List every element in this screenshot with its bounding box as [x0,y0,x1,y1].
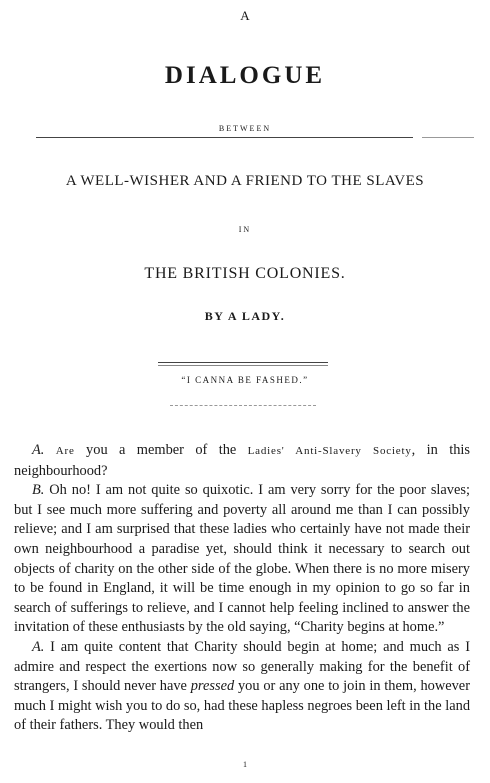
byline: BY A LADY. [204,309,286,323]
page-number: 1 [243,760,247,769]
paragraph-text: , in this neighbourhood? [14,442,470,479]
paragraph-2 [14,481,470,638]
paragraph-text: Oh no! I am not quite so quixotic. I am very sorry for the poor slaves; but I see much more suffering and poverty all around me than I can possibly relieve; and I am surprised that these ladies who certainly have not made their own neighbourhood a paradise yet, should think it necessary to search out objects of charity on the other side of the globe. When there is no more misery to be found in England, it will be time enough in my opinion to go so far in search of sufferings to relieve, and I cannot help feeling inclined to answer the invitation of these enthusiasts by the old saying, “Charity begins at home.” [14,482,470,636]
subtitle-line-2: THE BRITISH COLONIES. [144,265,346,282]
title-rule [36,137,413,138]
paragraph-3 [14,638,470,736]
opening-word: Are [55,445,75,457]
motto-rule-top-inner [158,365,328,366]
paragraph-text: you or any one to join in them, however much I might wish you to do so, had these hapless negroes been left in the land of their fathers. They would then [14,678,471,734]
heading-article: A [240,8,250,23]
between-word: BETWEEN [218,124,272,133]
in-word: IN [238,225,252,234]
society-name: Ladies' Anti-Slavery Society [247,445,412,457]
page-title: DIALOGUE [164,62,326,89]
speaker-label: B. [32,482,45,499]
speaker-label: A. [32,638,45,655]
dialogue-text [14,441,470,736]
speaker-label: A. [32,442,45,458]
motto-rule-top [158,362,328,363]
title-rule-end [422,137,474,138]
emphasized-word: pressed [190,678,235,695]
motto: “I CANNA BE FASHED.” [181,375,309,385]
motto-rule-bottom [170,405,316,406]
paragraph-text: I am quite content that Charity should begin at home; and much as I admire and respect the exertions now so generally making for the benefit of strangers, I should never have [14,638,470,695]
paragraph-text: you a member of the [74,442,248,458]
subtitle-line-1: A WELL-WISHER AND A FRIEND TO THE SLAVES [65,173,425,189]
paragraph-1 [14,441,470,481]
